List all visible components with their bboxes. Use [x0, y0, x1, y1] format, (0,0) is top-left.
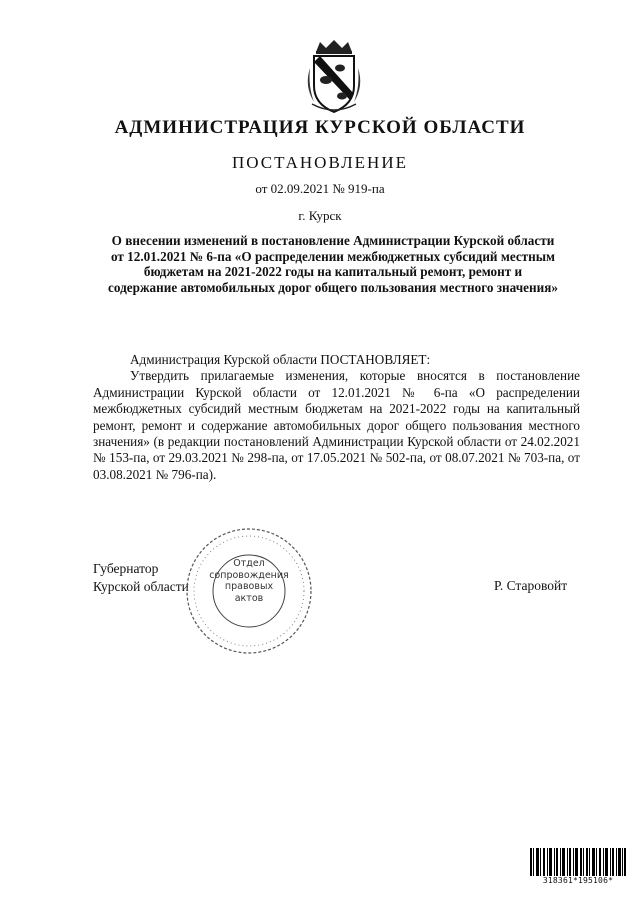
barcode-number: 318361*195106*	[542, 876, 614, 885]
barcode-image	[530, 848, 626, 876]
document-type: ПОСТАНОВЛЕНИЕ	[231, 153, 408, 172]
body-main-paragraph: Утвердить прилагаемые изменения, которые вносятся в постановление Администрации Курской области от 12.01.2021 № 6-па «О распределении межбюджетных субсидий местным бюджетам на 2021-2022 годы на капитальный ремонт, ремонт и содержание автомобильных дорог общего пользования местного значения» (в редакции постановлений Администрации Курской области от 24.02.2021 № 153-па, от 29.03.2021 № 298-па, от 17.05.2021 № 502-па, от 08.07.2021 № 703-па, от 03.08.2021 № 796-па).	[93, 368, 580, 482]
signatory-position	[93, 560, 189, 596]
organization-title: АДМИНИСТРАЦИЯ КУРСКОЙ ОБЛАСТИ	[114, 117, 526, 138]
coat-of-arms-emblem	[302, 38, 366, 114]
document-body	[93, 352, 580, 483]
stamp-text	[184, 558, 314, 604]
body-intro: Администрация Курской области ПОСТАНОВЛЯЕТ:	[130, 352, 431, 367]
signatory-position-line1: Губернатор	[93, 561, 159, 576]
signatory-position-line2: Курской области	[93, 579, 189, 594]
document-subject: О внесении изменений в постановление Администрации Курской области от 12.01.2021 № 6-па «О распределении межбюджетных субсидий местным бюджетам на 2021-2022 годы на капитальный ремонт, ремонт и содержание автомобильных дорог общего пользования местного значения»	[108, 233, 558, 295]
stamp-line-1: Отдел	[233, 558, 265, 569]
stamp-line-3: правовых	[224, 581, 274, 592]
document-date-number: от 02.09.2021 № 919-па	[255, 181, 385, 196]
stamp-line-2: сопровождения	[209, 569, 289, 581]
signatory-name: Р. Старовойт	[494, 578, 568, 593]
document-city: г. Курск	[298, 208, 342, 223]
stamp-line-4: актов	[234, 592, 264, 604]
